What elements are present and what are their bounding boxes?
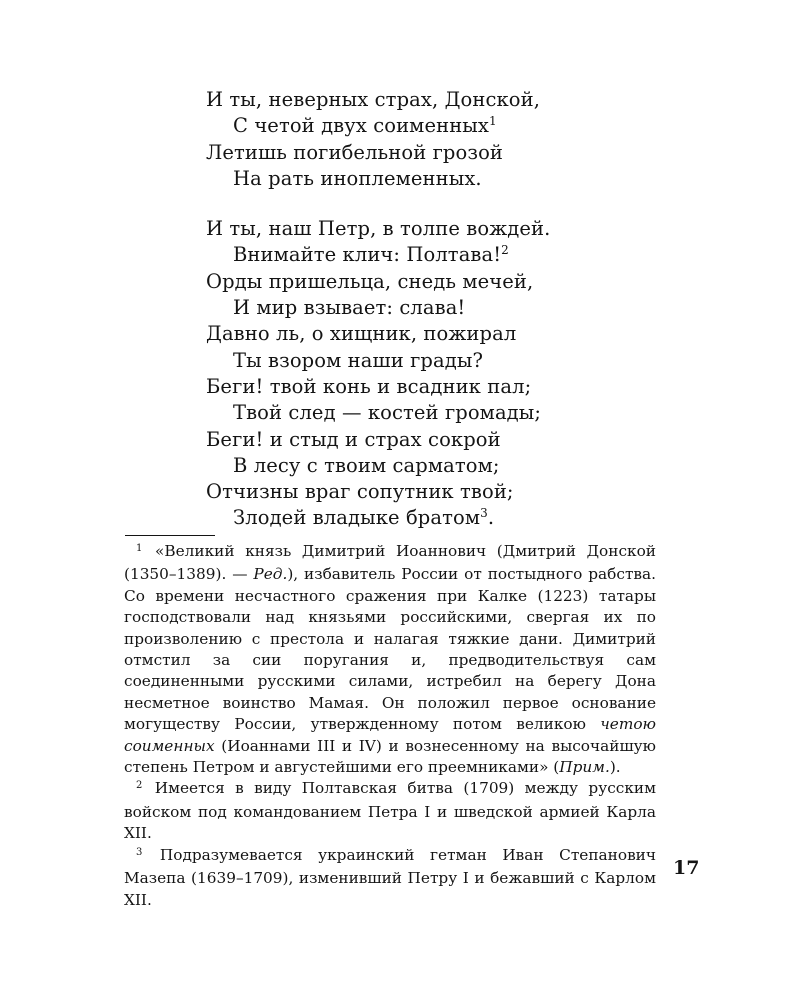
poem-line-text: Ты взором наши грады? [233, 348, 484, 372]
poem-line-end: . [487, 506, 495, 530]
poem-line-text: Давно ль, о хищник, пожирал [206, 322, 517, 346]
footnote-text: Имеется в виду Полтавская битва (1709) между русским войском под командованием Петра I и шведской армией Карла XII. [124, 779, 656, 843]
footnote-italic-text: Ред. [253, 565, 288, 584]
footnote [124, 541, 656, 778]
footnote [124, 845, 656, 911]
poem-line [206, 140, 626, 166]
footnote-text: (Иоаннами III и IV) и вознесенному на высочайшую степень Петром и августейшими его преемниками» ( [124, 736, 656, 777]
poem-line-text: На рать иноплеменных. [233, 166, 482, 190]
footnote-italic-text: четою соименных [124, 715, 656, 755]
poem-line [206, 216, 626, 242]
footnote-reference: 2 [501, 243, 509, 258]
footnote-reference: 3 [480, 506, 488, 521]
poem-line [206, 269, 626, 295]
page-number: 17 [673, 857, 700, 879]
poem-line [206, 374, 626, 400]
poem-line-text: В лесу с твоим сарматом; [233, 453, 500, 477]
poem-line [206, 321, 626, 347]
footnote-text: ). [609, 758, 621, 777]
footnote [124, 778, 656, 844]
poem-line [206, 113, 626, 139]
footnote-italic-text: Прим. [559, 758, 610, 777]
poem-stanza [206, 87, 626, 192]
footnote-separator [125, 535, 215, 536]
poem-line-text: Беги! твой конь и всадник пал; [206, 374, 532, 398]
poem-line-text: Отчизны враг сопутник твой; [206, 480, 514, 504]
poem-line [206, 453, 626, 479]
poem-text [206, 87, 626, 532]
poem-stanza [206, 216, 626, 532]
poem-line-text: Орды пришельца, снедь мечей, [206, 269, 534, 293]
poem-line [206, 427, 626, 453]
footnotes [124, 541, 656, 911]
footnote-text: Подразумевается украинский гетман Иван Степанович Мазепа (1639–1709), изменивший Петру I и бежавший с Карлом XII. [124, 845, 656, 909]
poem-line-text: И ты, неверных страх, Донской, [206, 88, 541, 111]
footnote-text: ), избавитель России от постыдного рабства. Со времени несчастного сражения при Калке (1223) татары господствовали над князьями российскими, свергая их по произволению с престола и налагая тяжкие дани. Димитрий отмстил за сии поругания и, предводительствуя сам соединенными русскими силами, истребил на берегу Дона несметное воинство Мамая. Он положил первое основание могуществу России, утвержденному потом великою [124, 565, 657, 734]
footnote-number: 2 [136, 780, 143, 792]
poem-line-text: И мир взывает: слава! [233, 296, 466, 320]
poem-line [206, 295, 626, 321]
poem-line-text: Твой след — костей громады; [233, 401, 542, 425]
poem-line-text: Злодей владыке братом [233, 506, 481, 530]
footnote-number: 1 [136, 543, 143, 554]
poem-line-text: И ты, наш Петр, в толпе вождей. [206, 217, 551, 241]
poem-line [206, 505, 626, 531]
footnote-reference: 1 [489, 114, 497, 129]
footnote-text: «Великий князь Димитрий Иоаннович (Дмитрий Донской (1350–1389). — [124, 542, 656, 584]
poem-line [206, 348, 626, 374]
poem-line [206, 400, 626, 426]
footnote-number: 3 [136, 846, 143, 858]
poem-line [206, 479, 626, 505]
poem-line-text: Внимайте клич: Полтава! [233, 243, 502, 267]
poem-line-text: Летишь погибельной грозой [206, 140, 504, 164]
poem-line-text: Беги! и стыд и страх сокрой [206, 427, 501, 451]
poem-line-text: С четой двух соименных [233, 114, 490, 138]
poem-line [206, 242, 626, 268]
poem-line [206, 166, 626, 192]
poem-line [206, 87, 626, 113]
